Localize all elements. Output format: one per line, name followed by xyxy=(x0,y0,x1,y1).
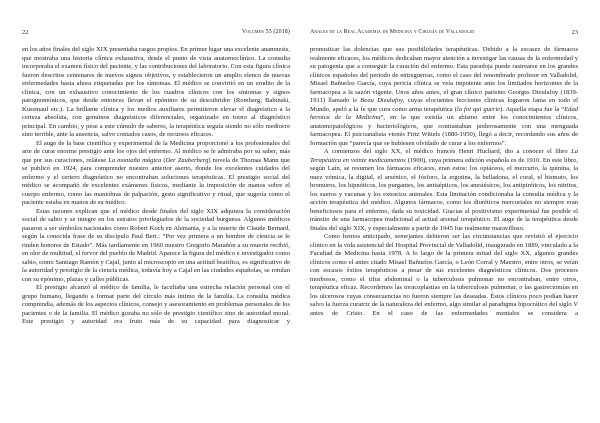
paragraph xyxy=(310,46,578,148)
left-page xyxy=(22,0,290,423)
text-run: ”, en la que existía un abismo entre los conocimientos clínicos, anatomopatológicos y bacteriológicos, que contrastaban poderosamente con una menguada farmacopea. El psicoanalista vienés Fritz Wittels (1880-1950), llegó a decir, recordando sus años de formación que “parecía que se hubiesen olvidado de curar a los enfermos”. xyxy=(310,114,578,147)
paragraph xyxy=(310,148,578,233)
text-run: en los años finales del siglo XIX presentaba rasgos propios. En primer lugar una excelente anamnesis, que mostraba una historia clínica exhaustiva, desde el punto de vista anatomoclínico. La consulta incorporaba el examen físico del paciente, y las contribuciones del laboratorio. Con esta figura clínica fueron descritos centenares de nuevos signos objetivos, y establecieron un amplio elenco de nuevas enfermedades hasta ahora etiquetadas por los síntomas. El médico se convirtió en un erudito de la clínica, con un exhaustivo conocimiento de los cuadros clínicos con los síntomas y signos patognomónicos, que desde entonces llevan el epónimo de su descubridor (Romberg, Babinski, Kussmaul etc.). La brillante clínica y los medios auxiliares permitieron elevar el diagnóstico a la certeza absoluta, con genuinos diagnósticos diferenciales, organizado en torno al diagnóstico principal. En cambio, y pese a este cúmulo de saberes, la terapéutica seguía siendo no sólo mediocre sino terrible, ante la ausencia, salvo contados casos, de recursos eficaces. xyxy=(22,46,290,138)
italic-text: Edad heroica de la Medicina xyxy=(310,105,578,121)
italic-text: la foi qui guerie xyxy=(456,105,501,113)
paragraph xyxy=(310,233,578,318)
text-run: ( xyxy=(161,156,166,164)
text-run: ). Aquella etapa fue la “ xyxy=(500,105,565,113)
running-head: Volumen 55 (2018) xyxy=(241,29,290,35)
page-header xyxy=(310,29,578,39)
body-text xyxy=(310,46,578,318)
text-run: Como hemos anticipado, semejantes debieron ser las circunstancias que revistió el ejercicio clínico en la vida asistencial del Hospital Provincial de Valladolid, inaugurado en 1889, vinculado a la Facultad de Medicina hasta 1978. A lo largo de la primera mitad del siglo XX, algunos grandes clínicos como el antes citado Misael Bañuelos García, o León Corral y Maestro, entre otros, se veían con escasos éxitos terapéuticos a pesar de sus excelentes diagnósticos clínicos. Dos procesos morbosos, como el tifus abdominal o la tuberculosis pulmonar no encontraban, entre otros, terapéutica eficaz. Recordemos las toracoplastias en la tuberculosis pulmonar, o las gastrectomías en los ulcerosos cuyas consecuencias no fueron siempre las deseadas. Éstos clínicos poco podían hacer salvo la fuerza curatriz de la naturaleza del enfermo, algo similar al paradigma hipocrático del siglo V antes de Cristo. En el caso de las enfermedades mentales se considera a xyxy=(310,233,578,317)
text-run: A comienzos del siglo XX, el médico francés Henri Huchard, dio a conocer el libro xyxy=(324,148,572,155)
text-run: El prestigio alcanzó al médico de familia, le facultaba una estrecha relación personal con el grupo humano, llegando a formar parte del círculo más íntimo de la familia. La consulta médica comprendía, además de los aspectos clínicos, consejo y asesoramiento en problemas personales de los pacientes o de la familia. El médico gozaba no sólo de prestigio científico sino de autoridad moral. Este prestigio y autoridad era fruto más de su capacidad para diagnosticar y xyxy=(22,284,290,325)
paragraph xyxy=(22,284,290,327)
italic-text: La Terapéutica en veinte medicamentos xyxy=(310,148,578,164)
paragraph xyxy=(22,140,290,208)
text-run: ) novela de Thomas Mann que se publicó en 1924, para comprender nuestro anterior aserto, donde los excelentes cuidados del enfermo y el certero diagnóstico no encontraban soluciones terapéuticas. El prestigio social del médico se acompañó de excelentes exámenes físicos, mediante la imposición de manos sobre el cuerpo enfermo, como las maniobras de palpación, gesto significativo y ritual, que sugería como el paciente estaba en manos de su médico. xyxy=(22,156,290,206)
page-number: 23 xyxy=(571,29,578,36)
text-run: pronosticar las dolencias que sus posibilidades terapéuticas. Debido a la escasez de fármacos realmente eficaces, los médicos dedicaban mayor atención a investigar las causas de la enfermedad y su patogenia que a conseguir la curación del enfermo. Esta paradoja puede rastrearse en los grandes clínicos españoles del periodo de entreguerras, como el caso del renombrado profesor en Valladolid, Misael Bañuelos García, cuya pericia clínica se veía impotente ante los limitados horizontes de la farmacopea a la sazón vigente. Unos años antes, el gran clínico parisino Georges Dieulafoy (1839-1911) llamado xyxy=(310,46,578,104)
text-run: El auge de la base científica y experimental de la Medicina proporcionó a los profesionales del arte de curar enorme prestigio ante los ojos del enfermo. Al médico se le admiraba por su saber, más que por sus curaciones, relátese xyxy=(22,139,290,164)
page-header xyxy=(22,29,290,39)
italic-text: le Beau Dieulafoy xyxy=(352,97,403,104)
text-run: Estas razones explican que el médico desde finales del siglo XIX adquiera la consideración social de sabio y se integre en los estratos privilegiados de la sociedad burguesa. Algunos médicos pasaron a ser símbolos nacionales como Robert Koch en Alemania, y a la muerte de Claude Bernard, según la conocida frase de su discípulo Paul Bert.: “Por vez primera a un hombre de ciencia se le rinden honores de Estado”. Más tardíamente en 1960 nuestro Gregorio Marañón a su muerte recibió, en olor de multitud, el fervor del pueblo de Madrid. Aparece la figura del médico e investigador como sabio, como Santiago Ramón y Cajal, junto al microscopio en una actitud beatífica, es significativo de la autoridad y prestigio de la ciencia médica, todavía hoy a Cajal en las ciudades españolas, se rotulan con su epónimo, plazas y calles públicas. xyxy=(22,207,290,283)
body-text xyxy=(22,46,290,327)
right-page xyxy=(310,0,578,423)
italic-text: Der Zauberberg xyxy=(165,156,209,164)
page-number: 22 xyxy=(22,29,29,36)
text-run: , cuyas elocuentes lecciones clínicas lograron fama en todo el Mundo, apeló a la fe que cura como arma terapéutica ( xyxy=(310,97,578,113)
paragraph xyxy=(22,46,290,140)
running-head: Anales de la Real Academia de Medicina y Cirugía de Valladolid xyxy=(310,29,475,35)
paragraph xyxy=(22,208,290,285)
text-run: (1900), cuya primera edición española es de 1910. En este libro, según Laín, se resumen los fármacos eficaces, eran estos: los opiáceos, el mercurio, la quinina, la nuez vómica, la digital, el arsénico, el fósforo, la ergotina, la belladona, el coral, el bismuto, los bromuros, los hipnóticos, los purgantes, los antisépticos, los anestésicos, los antipiréticos, los nitritos, los sueros y vacunas y los extractos animales. Esta limitación condicionaba la consulta médica y la acción terapéutica del médico. Algunos fármacos, como los diuréticos mercuriales no siempre eran beneficiosos para el enfermo, dada su toxicidad. Gracias al positivismo experimental fue posible el tránsito de una farmacopea tradicional al actual arsenal terapéutico. El auge de la terapéutica desde finales del siglo XIX, y especialmente a partir de 1945 fue realmente maravilloso. xyxy=(310,156,578,232)
italic-text: La montaña mágica xyxy=(108,156,162,164)
